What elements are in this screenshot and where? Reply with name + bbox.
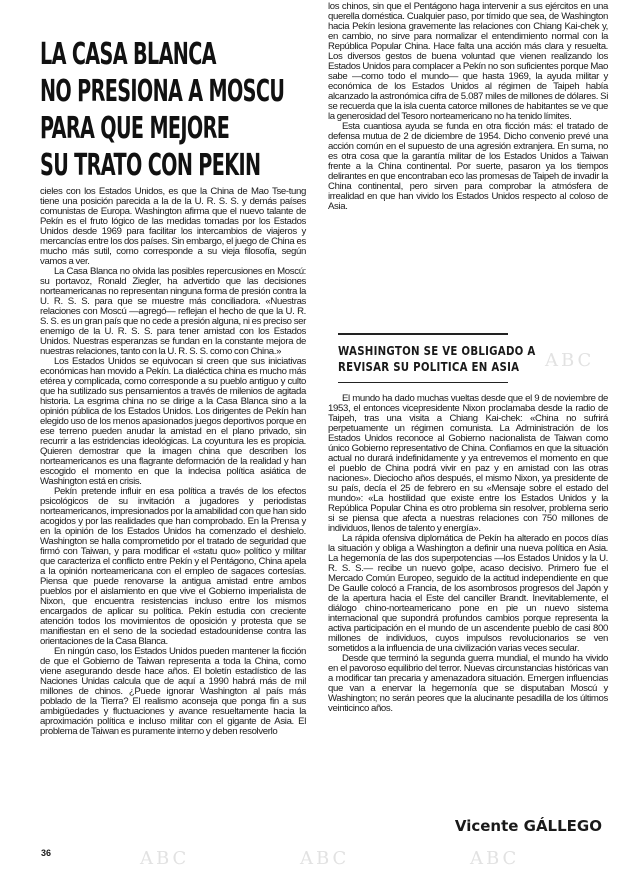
paragraph: Los Estados Unidos se equivocan si creen que sus iniciativas económicas han movido a Pekín. La dialéctica china es mucho más etérea y complicada, como corresponde a su pueblo antiguo y culto que ha sutilizado sus pensamientos a través de milenios de agitada historia. La esgrima china no se dirige a la Casa Blanca sino a la opinión pública de los Estados Unidos. Los dirigentes de Pekín han elegido uso de los menos apasionados juegos deportivos porque en ese terreno pueden anudar la amistad en el plano privado, sin recurrir a las estridencias ideológicas. La coyuntura les es propicia. Quieren demostrar que la imagen china que describen los norteamericanos es una flagrante deformación de la realidad y han escogido el momento en que la indecisa política asiática de Washington está en crisis. — [40, 356, 306, 487]
paragraph: La Casa Blanca no olvida las posibles repercusiones en Moscú: su portavoz, Ronald Ziegler, ha advertido que las decisiones norteamericanas no representan ninguna forma de presión contra la U. R. S. S. para que se muestre más conciliadora. «Nuestras relaciones con Moscú —agregó— reflejan el hecho de que la U. R. S. S. es un gran país que no cede a presión alguna, ni es preciso ser enemigo de la U. R. S. S. para tener amistad con los Estados Unidos. Nuestras esperanzas se fundan en la constante mejora de nuestras relaciones, tanto con la U. R. S. S. como con China.» — [40, 266, 306, 357]
paragraph: Desde que terminó la segunda guerra mundial, el mundo ha vivido en el pavoroso equilibrio del terror. Nuevas circunstancias históricas van a modificar tan precaria y amenazadora situación. Emergen influencias que van a enervar la hegemonía que se disputaban Moscú y Washington; no serán peores que la alucinante pesadilla de los últimos veinticinco años. — [328, 653, 608, 714]
paragraph: Esta cuantiosa ayuda se funda en otra ficción más: el tratado de defensa mutua de 2 de diciembre de 1954. Dicho convenio prevé una acción común en el supuesto de una agresión extranjera. En suma, no es otra cosa que la garantía militar de los Estados Unidos a Taiwan frente a la China continental. Por suerte, pasaron ya los tiempos delirantes en que encontraban eco las promesas de Taipeh de invadir la China continental, pero sirven para comprobar la atmósfera de irrealidad en que han vivido los Estados Unidos respecto al coloso de Asia. — [328, 121, 608, 212]
right-column-top — [328, 2, 608, 212]
right-column-bottom — [328, 394, 608, 714]
paragraph: los chinos, sin que el Pentágono haga intervenir a sus ejércitos en una querella doméstica. Cualquier paso, por tímido que sea, de Washington hacia Pekín lesiona gravemente las relaciones con Chiang Kai-chek y, en cambio, no sirve para normalizar el entendimiento normal con la República Popular China. Hace falta una acción más clara y resuelta. Los diversos gestos de buena voluntad que vienen realizando los Estados Unidos para complacer a Pekín no son suficientes porque Mao sabe —como todo el mundo— que hasta 1969, la ayuda militar y económica de los Estados Unidos al régimen de Taipeh había alcanzado la astronómica cifra de 5.087 miles de millones de dólares. Si se recuerda que la isla cuenta catorce millones de habitantes se ve que la generosidad del Tesoro norteamericano no ha tenido límites. — [328, 1, 608, 122]
paragraph: La rápida ofensiva diplomática de Pekín ha alterado en pocos días la situación y obliga a Washington a definir una nueva política en Asia. La hegemonía de las dos superpotencias —los Estados Unidos y la U. R. S. S.— recibe un nuevo golpe, acaso decisivo. Primero fue el Mercado Común Europeo, seguido de la actitud independiente en que De Gaulle colocó a Francia, de los asombrosos progresos del Japón y de la apertura hacia el Este del canciller Brandt. Inevitablemente, el diálogo chino-norteamericano pone en pie un nuevo sistema internacional que supondrá profundos cambios porque representa la activa participación en el mundo de un ascendente pueblo de casi 800 millones de individuos, cuyos impulsos revolucionarios se ven sometidos a la influencia de una civilización varias veces secular. — [328, 533, 608, 654]
byline: Vicente GÁLLEGO — [454, 817, 602, 835]
headline-line: SU TRATO CON PEKIN — [40, 148, 261, 183]
watermark: ABC — [140, 848, 190, 869]
paragraph: Pekín pretende influir en esa política a través de los efectos psicológicos de su invitación a jugadores y periodistas norteamericanos, impresionados por la amabilidad con que han sido acogidos y por las realidades que han comprobado. En la Prensa y en la opinión de los Estados Unidos ha comenzado el deshielo. Washington se halla comprometido por el tratado de seguridad que firmó con Taiwan, y para modificar el «statu quo» político y militar que caracteriza el conflicto entre Pekín y el Pentágono, China apela a la opinión norteamericana con el empleo de sagaces cortesías. Piensa que puede renovarse la antigua amistad entre ambos pueblos por el aislamiento en que vive el Gobierno imperialista de Nixon, que encuentra resistencias incluso entre los mismos encargados de aplicar su política. Pekín estudia con creciente atención todos los movimientos de oposición y protesta que se manifiestan en el seno de la sociedad estadounidense contra las orientaciones de la Casa Blanca. — [40, 486, 306, 647]
paragraph: cieles con los Estados Unidos, es que la China de Mao Tse-tung tiene una posición parecida a la de la U. R. S. S. y demás países comunistas de Europa. Washington afirma que el nuevo talante de Pekín es el fruto lógico de las medidas tomadas por los Estados Unidos desde 1969 para facilitar los intercambios de viajeros y mercancías entre los dos países. Sin embargo, el juego de China es mucho más sutil, como corresponde a su vieja filosofía, según vamos a ver. — [40, 186, 306, 267]
section-rule-bottom — [338, 382, 508, 383]
headline-line: LA CASA BLANCA — [40, 37, 216, 72]
section-title-line: WASHINGTON SE VE OBLIGADO A — [338, 344, 536, 358]
left-column — [40, 187, 306, 737]
section-title-line: REVISAR SU POLITICA EN ASIA — [338, 360, 520, 374]
watermark: ABC — [545, 350, 595, 371]
headline — [40, 36, 284, 184]
section-title — [338, 343, 536, 375]
headline-line: NO PRESIONA A MOSCU — [40, 74, 285, 109]
section-rule-top — [338, 333, 508, 335]
paragraph: En ningún caso, los Estados Unidos pueden mantener la ficción de que el Gobierno de Taiwan representa a toda la China, como viene asegurando desde hace años. El boletín estadístico de las Naciones Unidas calcula que de aquí a 1990 habrá más de mil millones de chinos. ¿Puede ignorar Washington al país más poblado de la Tierra? El realismo aconseja que ponga fin a sus ambigüedades y fluctuaciones y avance resueltamente hacia la aproximación política e incluso militar con el gigante de Asia. El problema de Taiwan es puramente interno y deben resolverlo — [40, 646, 306, 737]
watermark: ABC — [470, 848, 520, 869]
paragraph: El mundo ha dado muchas vueltas desde que el 9 de noviembre de 1953, el entonces vicepresidente Nixon proclamaba desde la radio de Taipeh, tras una visita a Chiang Kai-chek: «China no sufrirá perpetuamente un régimen comunista. La Administración de los Estados Unidos reconoce al Gobierno nacionalista de Taiwan como único Gobierno representativo de China. Confiamos en que la situación actual no durará indefinidamente y ya entrevemos el momento en que el pueblo de China podrá vivir en paz y en amistad con las otras naciones». Dieciocho años después, el mismo Nixon, ya presidente de su país, decía el 25 de febrero en su «Mensaje sobre el estado del mundo»: «La hostilidad que existe entre los Estados Unidos y la República Popular China es otro problema sin resolver, problema serio si se piensa que afecta a nuestras relaciones con 750 millones de individuos, llenos de talento y energía». — [328, 393, 608, 534]
headline-line: PARA QUE MEJORE — [40, 111, 230, 146]
watermark: ABC — [300, 848, 350, 869]
page-number: 36 — [41, 848, 52, 858]
